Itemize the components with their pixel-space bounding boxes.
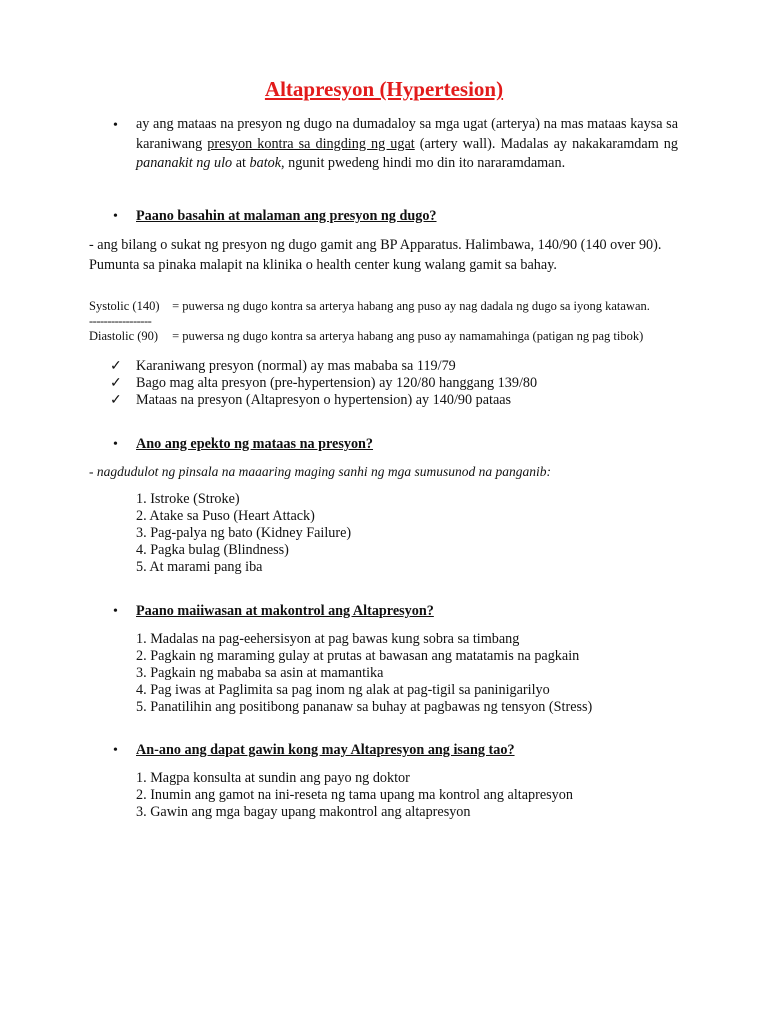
diastolic-text: = puwersa ng dugo kontra sa arterya habang ang puso ay namamahinga (patigan ng pag tibok) — [172, 329, 644, 343]
list-item-text: Mataas na presyon (Altapresyon o hypertension) ay 140/90 pataas — [136, 392, 512, 408]
bullet-icon: • — [113, 743, 118, 758]
list-item: 5. At marami pang iba — [136, 559, 263, 575]
section-heading-read-bp: Paano basahin at malaman ang presyon ng dugo? — [136, 208, 437, 224]
intro-underlined-text: presyon kontra sa dingding ng ugat — [207, 135, 415, 152]
list-item — [110, 358, 537, 375]
systolic-text: = puwersa ng dugo kontra sa arterya habang ang puso ay nag dadala ng dugo sa iyong katawan. — [172, 299, 650, 313]
read-bp-paragraph: - ang bilang o sukat ng presyon ng dugo gamit ang BP Apparatus. Halimbawa, 140/90 (140 over 90). Pumunta sa pinaka malapit na klinika o health center kung walang gamit sa bahay. — [89, 237, 662, 273]
bp-category-list — [110, 358, 537, 409]
list-item: 2. Atake sa Puso (Heart Attack) — [136, 508, 315, 524]
prevention-list — [136, 631, 592, 716]
diastolic-label: Diastolic (90) — [89, 329, 159, 343]
list-item: 3. Gawin ang mga bagay upang makontrol ang altapresyon — [136, 804, 471, 820]
list-item: 1. Istroke (Stroke) — [136, 491, 240, 507]
intro-text-2: (artery wall). Madalas ay nakakaramdam ng — [414, 135, 678, 152]
list-item: 4. Pag iwas at Paglimita sa pag inom ng alak at pag-tigil sa paninigarilyo — [136, 682, 550, 698]
intro-italic-1: pananakit ng ulo — [136, 155, 233, 171]
effects-list — [136, 491, 351, 576]
bullet-icon: • — [113, 437, 118, 452]
list-item: 2. Pagkain ng maraming gulay at prutas at bawasan ang matatamis na pagkain — [136, 648, 580, 664]
intro-italic-2: batok — [249, 155, 282, 171]
intro-text-4: , ngunit pwedeng hindi mo din ito nararamdaman. — [281, 155, 566, 171]
list-item: 1. Madalas na pag-eehersisyon at pag bawas kung sobra sa timbang — [136, 631, 520, 647]
checkmark-icon: ✓ — [110, 375, 122, 391]
systolic-definition — [89, 298, 650, 314]
list-item: 3. Pag-palya ng bato (Kidney Failure) — [136, 525, 352, 541]
list-item — [110, 375, 537, 392]
list-item — [110, 392, 537, 409]
bullet-icon: • — [113, 118, 118, 133]
list-item: 2. Inumin ang gamot na ini-reseta ng tama upang ma kontrol ang altapresyon — [136, 787, 573, 803]
section-heading-prevention: Paano maiiwasan at makontrol ang Altapresyon? — [136, 603, 434, 619]
list-item: 4. Pagka bulag (Blindness) — [136, 542, 289, 558]
checkmark-icon: ✓ — [110, 392, 122, 408]
list-item: 3. Pagkain ng mababa sa asin at mamantika — [136, 665, 384, 681]
intro-text-1: ay ang mataas na presyon ng dugo na dumadaloy sa mga ugat (arterya) na mas mataas kaysa sa karaniwang — [136, 116, 678, 152]
section-heading-effects: Ano ang epekto ng mataas na presyon? — [136, 436, 374, 452]
list-item: 5. Panatilihin ang positibong pananaw sa buhay at pagbawas ng tensyon (Stress) — [136, 699, 593, 715]
list-item-text: Karaniwang presyon (normal) ay mas mababa sa 119/79 — [136, 358, 456, 374]
list-item: 1. Magpa konsulta at sundin ang payo ng doktor — [136, 770, 410, 786]
bullet-icon: • — [113, 604, 118, 619]
intro-text-3: at — [232, 155, 250, 171]
document-title: Altapresyon (Hypertesion) — [264, 77, 504, 101]
checkmark-icon: ✓ — [110, 358, 122, 374]
systolic-label: Systolic (140) — [89, 299, 160, 313]
effects-intro: - nagdudulot ng pinsala na maaaring maging sanhi ng mga sumusunod na panganib: — [89, 464, 552, 479]
diastolic-definition — [89, 328, 643, 344]
bullet-icon: • — [113, 209, 118, 224]
list-item-text: Bago mag alta presyon (pre-hypertension) ay 120/80 hanggang 139/80 — [136, 375, 538, 391]
intro-paragraph — [136, 115, 678, 174]
section-heading-what-to-do: An-ano ang dapat gawin kong may Altapresyon ang isang tao? — [136, 742, 515, 758]
what-to-do-list — [136, 770, 573, 821]
fraction-divider: ----------------- — [89, 314, 152, 328]
